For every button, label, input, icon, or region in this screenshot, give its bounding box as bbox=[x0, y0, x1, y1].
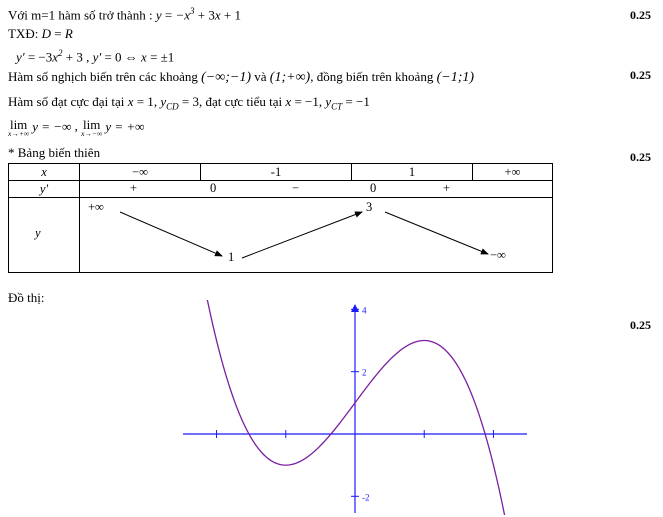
line1-x: x bbox=[214, 7, 221, 23]
limit-1 bbox=[8, 118, 29, 138]
domain-eq: = bbox=[50, 26, 65, 41]
sign-row bbox=[80, 181, 552, 197]
limit-1-sub: x→+∞ bbox=[8, 129, 30, 138]
mono-text-c: , đồng biến trên khoảng bbox=[310, 69, 437, 84]
line1-exponent: 3 bbox=[190, 6, 195, 16]
line1-expr-c: + 1 bbox=[220, 7, 241, 23]
line-monotonicity bbox=[8, 70, 474, 86]
interval-3: (−1;1) bbox=[436, 70, 475, 85]
yprime-1: y' bbox=[16, 49, 25, 65]
y-tick-label: 4 bbox=[362, 305, 367, 316]
row-x-value-0: −∞ bbox=[132, 164, 148, 179]
extrema-x1: x bbox=[127, 94, 134, 109]
row-yprime-label: y' bbox=[39, 181, 49, 196]
table-row bbox=[9, 164, 553, 181]
value-min: 1 bbox=[228, 250, 235, 264]
interval-1: (−∞;−1) bbox=[201, 70, 252, 85]
limit-2-sub: x→−∞ bbox=[81, 129, 103, 138]
deriv-coef: −3 bbox=[38, 49, 53, 65]
sign-2: − bbox=[292, 181, 300, 195]
row-x-value-2: 1 bbox=[408, 164, 416, 179]
y-tick-label: -2 bbox=[362, 492, 370, 503]
value-max: 3 bbox=[366, 200, 373, 214]
line1-y: y bbox=[155, 7, 162, 23]
deriv-x: x bbox=[52, 49, 59, 65]
y-tick-label: 2 bbox=[362, 367, 367, 378]
mono-text-a: Hàm số nghịch biến trên các khoảng bbox=[8, 69, 202, 84]
extrema-x1-value: = 1 bbox=[133, 94, 154, 109]
line-with-m-substitution bbox=[8, 6, 241, 23]
limit-1-expr: y = −∞ bbox=[32, 118, 72, 134]
line-variation-table-title bbox=[8, 146, 100, 161]
extrema-ycd: y bbox=[160, 94, 167, 109]
extrema-text-a: Hàm số đạt cực đại tại bbox=[8, 94, 128, 109]
extrema-x2: x bbox=[285, 94, 292, 109]
line1-expr-b: + 3 bbox=[194, 7, 215, 23]
y-axis-arrow bbox=[351, 304, 359, 312]
variation-table-title: * Bảng biến thiên bbox=[8, 145, 101, 160]
extrema-yct: y bbox=[325, 94, 332, 109]
sign-3: 0 bbox=[370, 181, 377, 195]
sign-1: 0 bbox=[210, 181, 217, 195]
txd-label: TXĐ: bbox=[8, 26, 42, 41]
iff-symbol: ⇔ bbox=[124, 49, 142, 65]
extrema-ycd-value: = 3 bbox=[178, 94, 199, 109]
extrema-sep-2: , bbox=[318, 94, 326, 109]
line-domain bbox=[8, 27, 73, 42]
deriv-sep: , bbox=[82, 49, 93, 65]
mono-text-b: và bbox=[251, 69, 270, 84]
line1-expr-a: −x bbox=[175, 7, 190, 23]
value-minus-infinity-bottomright: −∞ bbox=[490, 248, 506, 262]
sign-4: + bbox=[443, 181, 451, 195]
deriv-eq2: = 0 bbox=[101, 49, 125, 65]
line-limits bbox=[8, 118, 144, 138]
domain-D: D bbox=[41, 26, 51, 41]
row-y-label-cell bbox=[9, 198, 79, 272]
yprime-2: y' bbox=[92, 49, 102, 65]
limit-2-op: lim bbox=[83, 117, 101, 132]
limit-2-expr: y = +∞ bbox=[105, 118, 145, 134]
variation-arrows-svg bbox=[80, 198, 552, 272]
row-x-label: x bbox=[41, 164, 47, 179]
deriv-const: + 3 bbox=[62, 49, 83, 65]
deriv-root-value: = ±1 bbox=[146, 49, 175, 65]
row-x-value-3: +∞ bbox=[504, 164, 521, 179]
row-y-label: y bbox=[35, 226, 41, 240]
extrema-sep-1: , bbox=[153, 94, 161, 109]
function-graph bbox=[175, 300, 535, 515]
score-4: 0.25 bbox=[630, 318, 651, 332]
limit-2 bbox=[81, 118, 102, 138]
table-row bbox=[9, 181, 553, 198]
line1-eq: = bbox=[161, 7, 176, 23]
extrema-yct-sub: CT bbox=[331, 101, 343, 112]
interval-2: (1;+∞) bbox=[269, 70, 311, 85]
line-graph-title bbox=[8, 291, 44, 306]
score-2: 0.25 bbox=[630, 68, 651, 82]
variation-arrows-cell bbox=[80, 198, 552, 272]
row-x-value-1: -1 bbox=[270, 164, 282, 179]
score-1: 0.25 bbox=[630, 8, 651, 22]
deriv-exponent: 2 bbox=[58, 48, 63, 58]
value-plus-infinity-topleft: +∞ bbox=[88, 200, 104, 214]
extrema-text-c: , đạt cực tiểu tại bbox=[198, 94, 286, 109]
graph-title: Đồ thị: bbox=[8, 290, 45, 305]
sign-0: + bbox=[130, 181, 138, 195]
limit-1-op: lim bbox=[9, 117, 28, 132]
limits-sep: , bbox=[71, 118, 82, 134]
domain-R: R bbox=[64, 26, 73, 41]
deriv-eq1: = bbox=[24, 49, 39, 65]
score-3: 0.25 bbox=[630, 150, 651, 164]
deriv-root-x: x bbox=[141, 49, 147, 65]
graph-svg bbox=[175, 300, 535, 515]
extrema-ycd-sub: CD bbox=[166, 101, 179, 112]
line1-text: Với m=1 hàm số trở thành : bbox=[8, 7, 156, 23]
extrema-yct-value: = −1 bbox=[342, 94, 370, 109]
line-derivative bbox=[16, 48, 174, 65]
table-row bbox=[9, 198, 553, 273]
extrema-x2-value: = −1 bbox=[291, 94, 319, 109]
line-extrema bbox=[8, 95, 370, 112]
curve-path bbox=[200, 300, 511, 515]
variation-table bbox=[8, 163, 553, 273]
